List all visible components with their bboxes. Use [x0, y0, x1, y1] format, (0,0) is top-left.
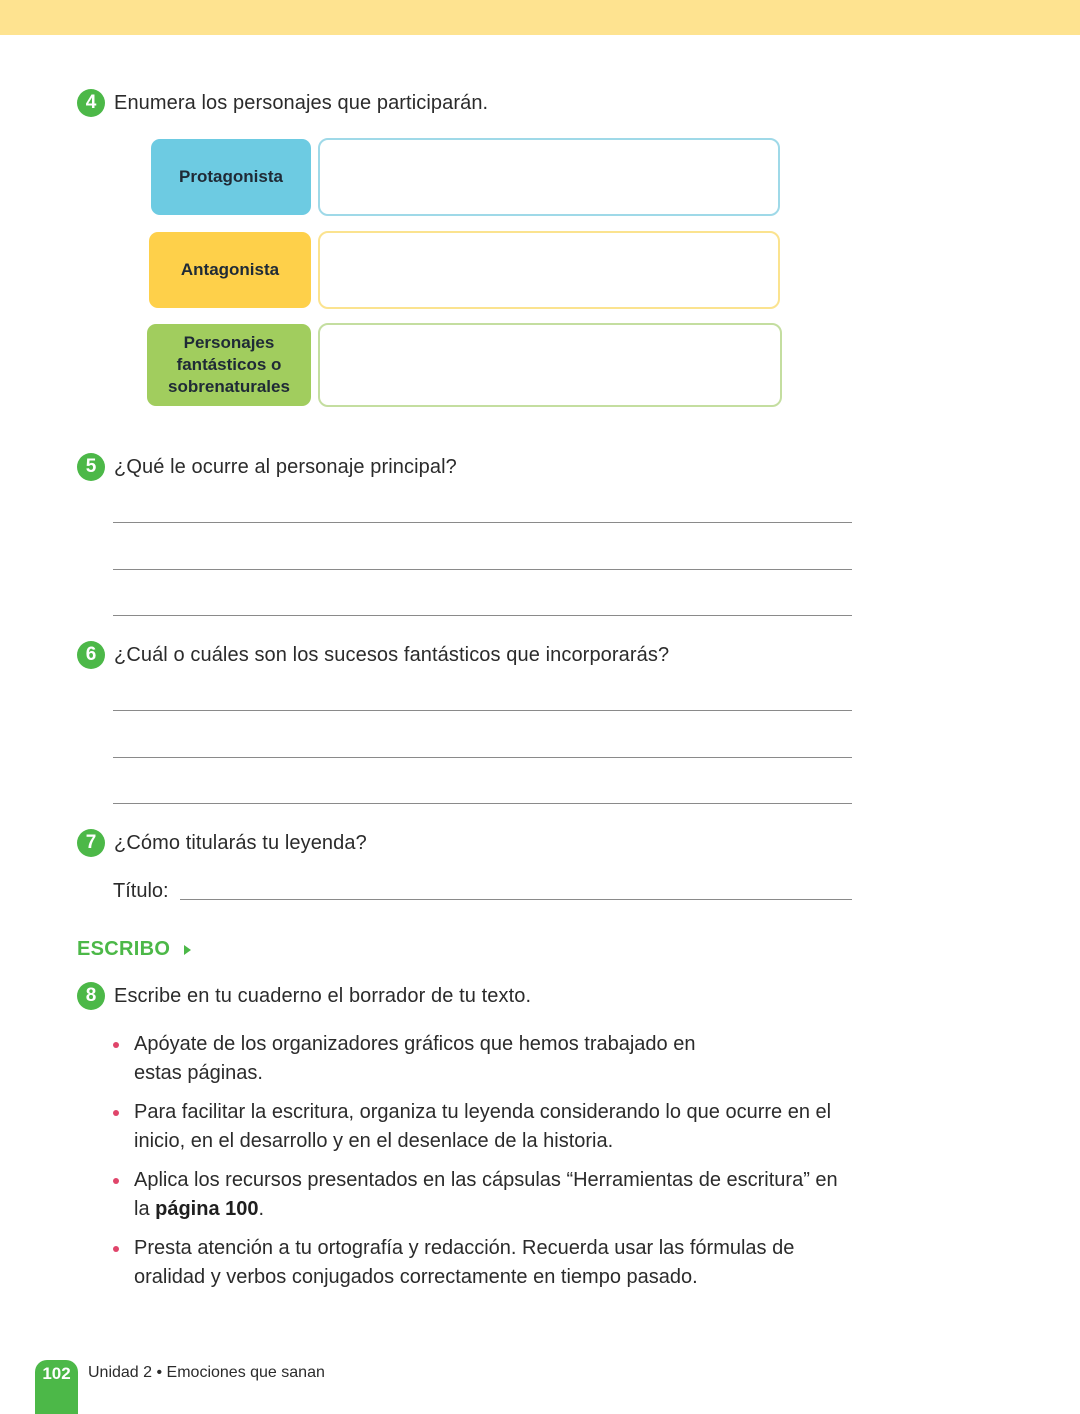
bullet-dot-icon [113, 1246, 119, 1252]
list-item: Aplica los recursos presentados en las cápsulas “Herramientas de escritura” en la página 100. [113, 1166, 853, 1224]
bullet-dot-icon [113, 1042, 119, 1048]
answer-line-5-2[interactable] [113, 569, 852, 570]
question-text: Enumera los personajes que participarán. [114, 91, 489, 114]
question-text: Escribe en tu cuaderno el borrador de tu texto. [114, 984, 532, 1007]
title-field-label: Título: [113, 880, 169, 902]
page-reference: página 100 [155, 1198, 259, 1220]
answer-line-5-3[interactable] [113, 615, 852, 616]
instructions-list [113, 1030, 853, 1302]
question-number-badge: 6 [77, 641, 105, 669]
question-8 [77, 982, 531, 1010]
question-5 [77, 453, 457, 481]
list-item: Para facilitar la escritura, organiza tu leyenda considerando lo que ocurre en el inicio, en el desarrollo y en el desenlace de la historia. [113, 1098, 853, 1156]
footer-unit-title: Unidad 2 • Emociones que sanan [88, 1364, 325, 1381]
answer-line-6-3[interactable] [113, 803, 852, 804]
antagonist-input[interactable] [318, 231, 780, 309]
question-7 [77, 829, 367, 857]
protagonist-label: Protagonista [151, 139, 311, 215]
list-item: Apóyate de los organizadores gráficos que hemos trabajado en estas páginas. [113, 1030, 853, 1088]
bullet-dot-icon [113, 1110, 119, 1116]
section-escribo [77, 938, 191, 961]
protagonist-input[interactable] [318, 138, 780, 216]
answer-line-5-1[interactable] [113, 522, 852, 523]
fantastic-characters-input[interactable] [318, 323, 782, 407]
list-item: Presta atención a tu ortografía y redacción. Recuerda usar las fórmulas de oralidad y verbos conjugados correctamente en tiempo pasado. [113, 1234, 853, 1292]
play-arrow-icon [184, 945, 191, 955]
antagonist-label: Antagonista [149, 232, 311, 308]
question-text: ¿Qué le ocurre al personaje principal? [114, 455, 457, 478]
top-decorative-band [0, 0, 1080, 35]
question-4 [77, 89, 488, 117]
question-6 [77, 641, 669, 669]
page-number-tab: 102 [35, 1360, 78, 1414]
question-text: ¿Cuál o cuáles son los sucesos fantásticos que incorporarás? [114, 643, 670, 666]
question-number-badge: 8 [77, 982, 105, 1010]
section-title-text: ESCRIBO [77, 938, 171, 960]
answer-line-6-1[interactable] [113, 710, 852, 711]
bullet-dot-icon [113, 1178, 119, 1184]
answer-line-6-2[interactable] [113, 757, 852, 758]
title-input-line[interactable] [180, 899, 852, 900]
question-text: ¿Cómo titularás tu leyenda? [114, 831, 367, 854]
question-number-badge: 4 [77, 89, 105, 117]
fantastic-characters-label: Personajes fantásticos o sobrenaturales [147, 324, 311, 406]
question-number-badge: 5 [77, 453, 105, 481]
question-number-badge: 7 [77, 829, 105, 857]
